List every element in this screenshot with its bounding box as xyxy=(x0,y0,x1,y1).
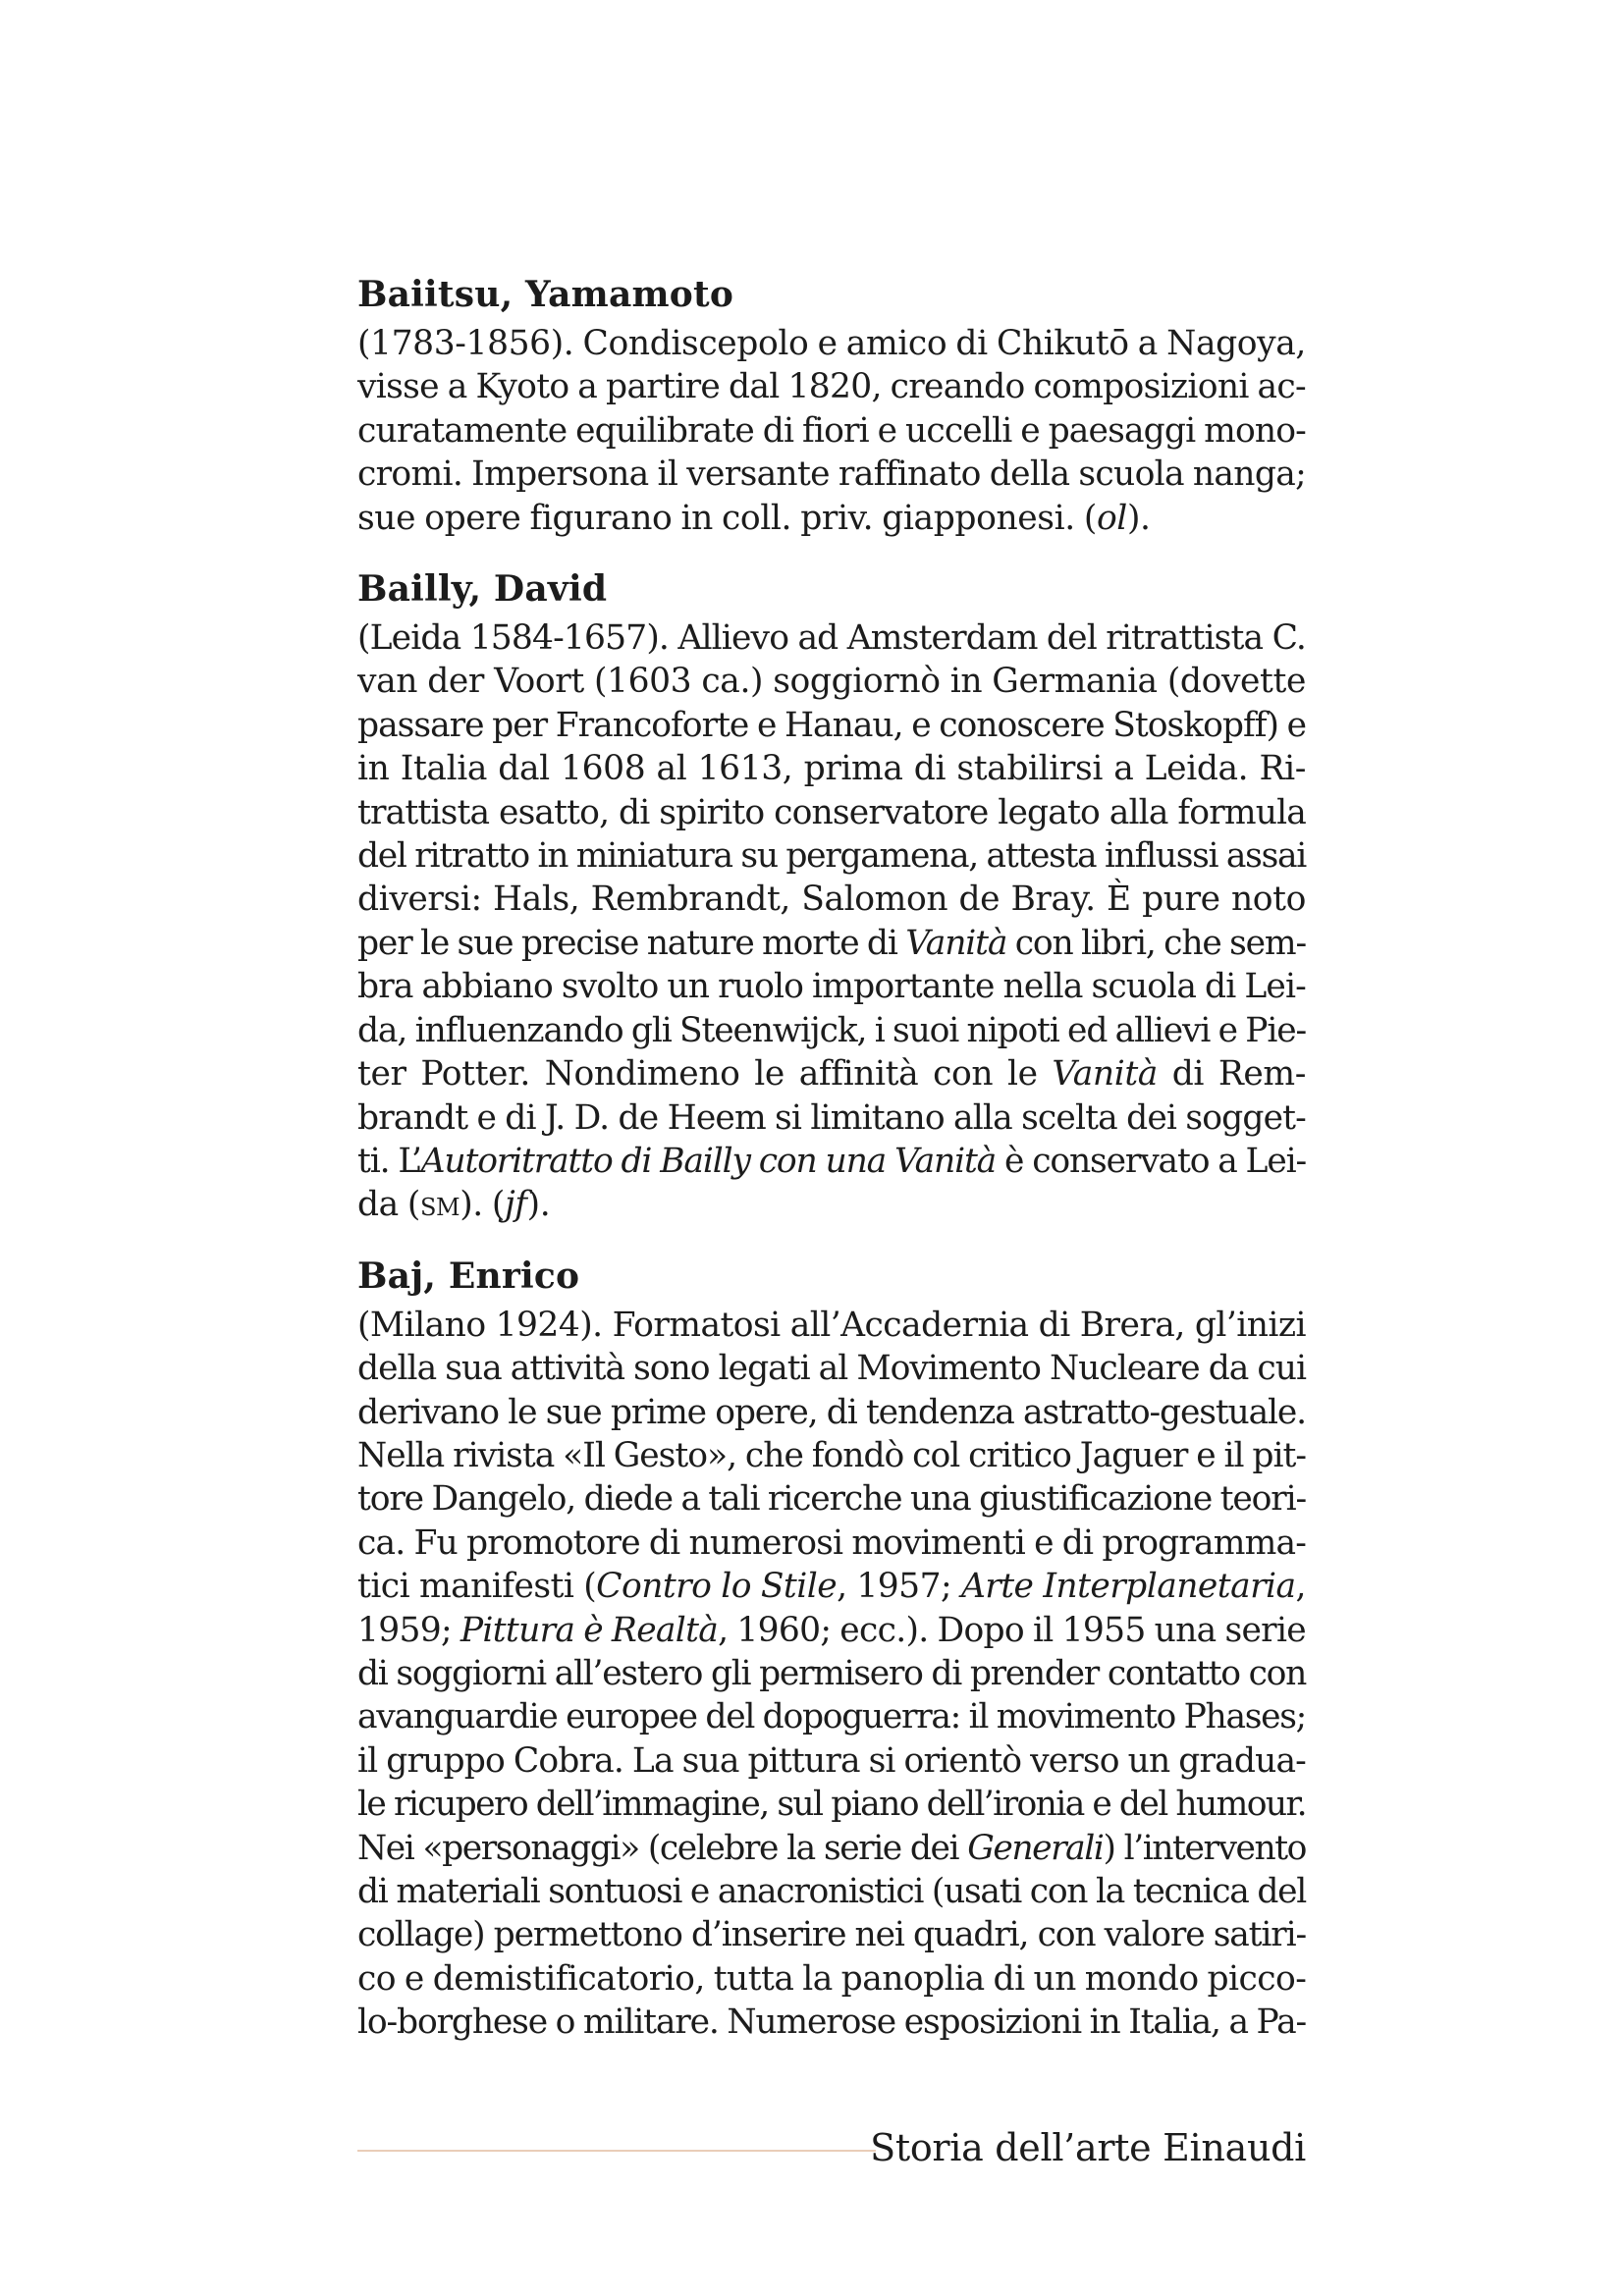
text-run: (Milano 1924). Formatosi all’Accadernia di Brera, gl’inizi xyxy=(357,1305,1306,1345)
text-run: da ( xyxy=(357,1185,420,1225)
text-line xyxy=(357,365,1306,408)
text-run: tici manifesti ( xyxy=(357,1567,597,1607)
dictionary-entry xyxy=(357,565,1306,1227)
entry-body xyxy=(357,1304,1306,2045)
text-run: di materiali sontuosi e anacronistici (usati con la tecnica del xyxy=(357,1872,1306,1911)
text-run: sm xyxy=(419,1185,460,1225)
text-run: del ritratto in miniatura su pergamena, attesta influssi assai xyxy=(357,836,1306,877)
text-run: ti. L’ xyxy=(357,1141,421,1181)
text-run: trattista esatto, di spirito conservatore legato alla formula xyxy=(357,792,1306,832)
text-run: Pittura è Realtà xyxy=(460,1610,719,1650)
text-run: avanguardie europee del dopoguerra: il movimento Phases; xyxy=(357,1697,1306,1737)
page-text-column xyxy=(357,271,1306,2070)
text-line xyxy=(357,1183,1306,1226)
text-run: per le sue precise nature morte di xyxy=(357,923,906,963)
text-run: della sua attività sono legati al Movimento Nucleare da cui xyxy=(357,1349,1306,1389)
text-run: brandt e di J. D. de Heem si limitano alla scelta dei sogget- xyxy=(357,1097,1306,1138)
text-line xyxy=(357,1783,1306,1826)
text-run: Arte Interplanetaria xyxy=(960,1567,1296,1607)
text-run: Generali xyxy=(967,1828,1104,1868)
text-run: diversi: Hals, Rembrandt, Salomon de Bray. È pure noto xyxy=(357,880,1306,920)
text-line xyxy=(357,1609,1306,1652)
text-line xyxy=(357,1009,1306,1052)
text-line xyxy=(357,1652,1306,1695)
text-run: ). xyxy=(526,1185,551,1225)
text-run: ca. Fu promotore di numerosi movimenti e di programma- xyxy=(357,1522,1306,1563)
text-run: passare per Francoforte e Hanau, e conoscere Stoskopff) e xyxy=(357,705,1306,745)
text-run: Contro lo Stile xyxy=(596,1567,838,1607)
text-line xyxy=(357,660,1306,703)
text-run: jf xyxy=(504,1185,527,1225)
text-run: con libri, che sem- xyxy=(1006,923,1306,963)
text-line xyxy=(357,1304,1306,1347)
dictionary-entry xyxy=(357,271,1306,540)
text-run: co e demistificatorio, tutta la panoplia di un mondo picco- xyxy=(357,1958,1307,1999)
text-line xyxy=(357,1870,1306,1913)
text-line xyxy=(357,1434,1306,1477)
page-footer xyxy=(357,2120,1306,2175)
text-line xyxy=(357,2001,1306,2044)
text-run: ter Potter. Nondimeno le affinità con le xyxy=(357,1054,1053,1095)
footer-publisher-title: Storia dell’arte Einaudi xyxy=(870,2126,1306,2169)
text-run: cromi. Impersona il versante raffinato della scuola nanga; xyxy=(357,454,1306,495)
text-line xyxy=(357,616,1306,660)
text-run: , 1960; ecc.). Dopo il 1955 una serie xyxy=(718,1610,1307,1650)
text-run: 1959; xyxy=(357,1610,460,1650)
text-line xyxy=(357,322,1306,365)
text-run: tore Dangelo, diede a tali ricerche una giustificazione teori- xyxy=(357,1479,1306,1520)
text-run: le ricupero dell’immagine, sul piano dell’ironia e del humour. xyxy=(357,1785,1306,1825)
text-line xyxy=(357,1695,1306,1738)
text-run: è conservato a Lei- xyxy=(996,1141,1306,1181)
text-line xyxy=(357,1477,1306,1521)
entry-body xyxy=(357,616,1306,1227)
text-run: Vanità xyxy=(905,923,1007,963)
text-line xyxy=(357,1096,1306,1140)
entry-title: Bailly, David xyxy=(357,568,608,611)
text-run: visse a Kyoto a partire dal 1820, creando composizioni ac- xyxy=(357,367,1306,407)
text-run: (1783-1856). Condiscepolo e amico di Chikutō a Nagoya, xyxy=(357,324,1306,363)
text-run: ). ( xyxy=(460,1185,505,1225)
text-line xyxy=(357,1052,1306,1095)
text-run: ) l’intervento xyxy=(1103,1828,1306,1868)
text-line xyxy=(357,1565,1306,1608)
text-line xyxy=(357,965,1306,1008)
text-run: sue opere figurano in coll. priv. giapponesi. ( xyxy=(357,498,1097,538)
text-run: ol xyxy=(1096,498,1127,538)
text-run: ). xyxy=(1126,498,1151,538)
text-run: di Rem- xyxy=(1157,1054,1306,1095)
footer-rule xyxy=(357,2150,876,2152)
text-run: lo-borghese o militare. Numerose esposizioni in Italia, a Pa- xyxy=(357,2002,1306,2043)
text-line xyxy=(357,1827,1306,1870)
text-line xyxy=(357,1140,1306,1183)
text-run: derivano le sue prime opere, di tendenza astratto-gestuale. xyxy=(357,1392,1306,1432)
text-line xyxy=(357,922,1306,965)
text-line xyxy=(357,747,1306,790)
text-line xyxy=(357,453,1306,496)
text-line xyxy=(357,834,1306,878)
text-run: il gruppo Cobra. La sua pittura si orientò verso un gradua- xyxy=(357,1740,1306,1781)
text-line xyxy=(357,1347,1306,1390)
entry-title: Baiitsu, Yamamoto xyxy=(357,274,734,315)
entry-title: Baj, Enrico xyxy=(357,1255,580,1297)
text-run: Nei «personaggi» (celebre la serie dei xyxy=(357,1828,968,1868)
text-run: (Leida 1584-1657). Allievo ad Amsterdam del ritrattista C. xyxy=(357,618,1306,659)
text-line xyxy=(357,409,1306,453)
text-run: in Italia dal 1608 al 1613, prima di stabilirsi a Leida. Ri- xyxy=(357,749,1306,789)
text-run: di soggiorni all’estero gli permisero di prender contatto con xyxy=(357,1653,1306,1693)
text-run: curatamente equilibrate di fiori e uccelli e paesaggi mono- xyxy=(357,410,1306,451)
text-run: Autoritratto di Bailly con una Vanità xyxy=(420,1141,997,1181)
text-run: , xyxy=(1295,1567,1306,1607)
text-run: Nella rivista «Il Gesto», che fondò col critico Jaguer e il pit- xyxy=(357,1435,1306,1475)
text-run: da, influenzando gli Steenwijck, i suoi nipoti ed allievi e Pie- xyxy=(357,1010,1306,1050)
text-line xyxy=(357,704,1306,747)
text-run: , 1957; xyxy=(837,1567,961,1607)
text-run: van der Voort (1603 ca.) soggiornò in Germania (dovette xyxy=(357,662,1306,702)
text-line xyxy=(357,1957,1306,2001)
text-run: collage) permettono d’inserire nei quadri, con valore satiri- xyxy=(357,1915,1306,1955)
text-line xyxy=(357,878,1306,921)
text-line xyxy=(357,791,1306,834)
text-line xyxy=(357,1391,1306,1434)
text-line xyxy=(357,1522,1306,1565)
entry-body xyxy=(357,322,1306,540)
text-line xyxy=(357,497,1306,540)
text-line xyxy=(357,1913,1306,1956)
text-run: bra abbiano svolto un ruolo importante nella scuola di Lei- xyxy=(357,967,1306,1007)
text-line xyxy=(357,1739,1306,1783)
dictionary-entry xyxy=(357,1253,1306,2045)
text-run: Vanità xyxy=(1052,1054,1158,1095)
